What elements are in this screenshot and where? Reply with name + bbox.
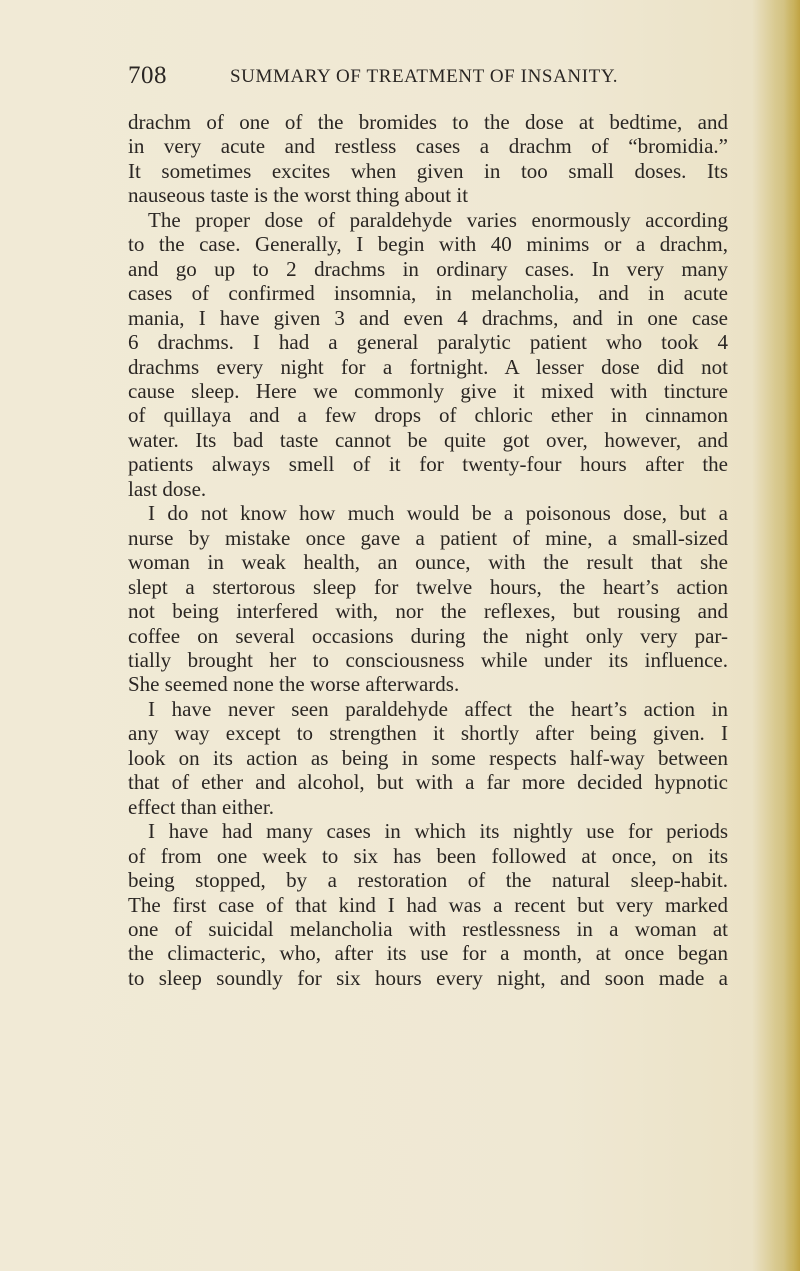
text-line: effect than either. <box>128 794 274 819</box>
text-line: not being interfered with, nor the reflexes, but rousing and <box>128 599 728 624</box>
text-line: tially brought her to consciousness while under its influence. <box>128 647 728 672</box>
text-line: that of ether and alcohol, but with a far more decided hypnotic <box>128 770 728 795</box>
text-line: the climacteric, who, after its use for a month, at once began <box>128 941 728 966</box>
text-line: to the case. Generally, I begin with 40 minims or a drachm, <box>128 232 728 257</box>
text-line: any way except to strengthen it shortly after being given. I <box>128 721 728 746</box>
text-line: in very acute and restless cases a drachm of “bromidia.” <box>128 134 728 159</box>
text-line: look on its action as being in some respects half-way between <box>128 745 728 770</box>
text-line: I have never seen paraldehyde affect the heart’s action in <box>148 696 728 721</box>
body-text <box>128 110 728 990</box>
text-line: mania, I have given 3 and even 4 drachms, and in one case <box>128 305 728 330</box>
text-line: last dose. <box>128 476 207 501</box>
text-line: coffee on several occasions during the night only very par- <box>128 623 728 648</box>
text-line: I have had many cases in which its nightly use for periods <box>148 819 728 844</box>
text-line: water. Its bad taste cannot be quite got over, however, and <box>128 427 728 452</box>
text-line: I do not know how much would be a poisonous dose, but a <box>148 501 728 526</box>
page-number: 708 <box>128 62 167 89</box>
text-line: one of suicidal melancholia with restlessness in a woman at <box>128 916 728 941</box>
text-line: cause sleep. Here we commonly give it mixed with tincture <box>128 378 728 403</box>
text-line: to sleep soundly for six hours every night, and soon made a <box>128 965 728 990</box>
text-line: The proper dose of paraldehyde varies enormously according <box>148 207 728 232</box>
text-line: being stopped, by a restoration of the natural sleep-habit. <box>128 868 728 893</box>
text-line: patients always smell of it for twenty-four hours after the <box>128 452 728 477</box>
text-line: drachms every night for a fortnight. A lesser dose did not <box>128 354 728 379</box>
text-line: It sometimes excites when given in too small doses. Its <box>128 158 728 183</box>
text-line: woman in weak health, an ounce, with the result that she <box>128 550 728 575</box>
text-line: cases of confirmed insomnia, in melancholia, and in acute <box>128 281 728 306</box>
text-line: She seemed none the worse afterwards. <box>128 672 460 697</box>
text-line: nauseous taste is the worst thing about it <box>128 183 469 208</box>
text-line: of quillaya and a few drops of chloric ether in cinnamon <box>128 403 728 428</box>
text-line: slept a stertorous sleep for twelve hours, the heart’s action <box>128 574 728 599</box>
text-line: of from one week to six has been followed at once, on its <box>128 843 728 868</box>
text-line: and go up to 2 drachms in ordinary cases. In very many <box>128 256 728 281</box>
text-line: drachm of one of the bromides to the dose at bedtime, and <box>128 110 728 134</box>
text-line: nurse by mistake once gave a patient of mine, a small-sized <box>128 525 728 550</box>
text-line: 6 drachms. I had a general paralytic patient who took 4 <box>128 330 728 355</box>
text-line: The first case of that kind I had was a recent but very marked <box>128 892 728 917</box>
running-head: SUMMARY OF TREATMENT OF INSANITY. <box>230 66 619 87</box>
page-edge-shadow <box>784 0 800 1271</box>
page-header <box>128 62 728 92</box>
